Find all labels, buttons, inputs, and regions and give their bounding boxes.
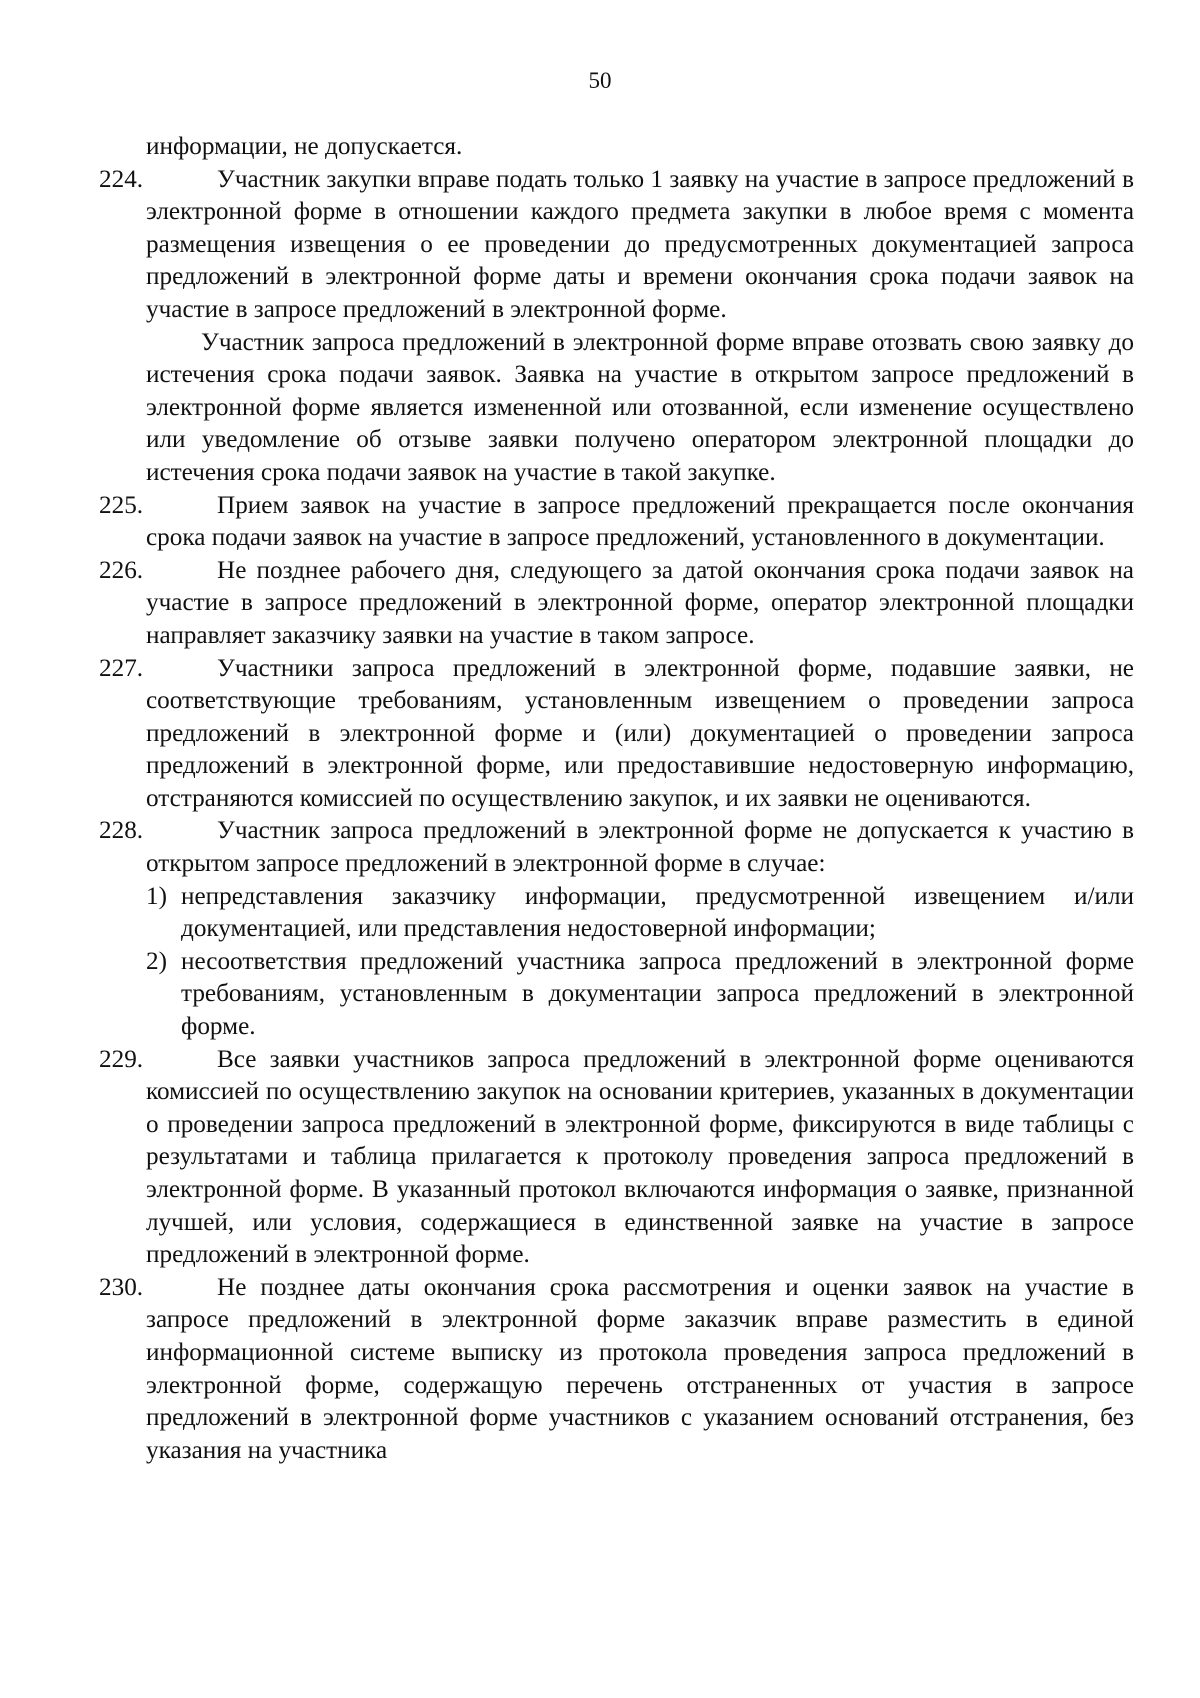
clause-225 (99, 490, 1134, 555)
clause-number: 225. (99, 491, 144, 519)
clause-number: 229. (99, 1045, 144, 1073)
clause-number: 228. (99, 817, 144, 845)
clause-text: Не позднее даты окончания срока рассмотрения и оценки заявок на участие в запросе предложений в электронной форме заказчик вправе разместить в единой информационной системе выписку из протокола проведения запроса предложений в электронной форме, содержащую перечень отстраненных от участия в запросе предложений в электронной форме участников с указанием оснований отстранения, без указания на участника (146, 1273, 1134, 1464)
clause-224 (99, 164, 1134, 327)
clause-226 (99, 555, 1134, 653)
list-item-2 (146, 946, 1134, 1044)
page-number: 50 (588, 68, 612, 93)
clause-text: Не позднее рабочего дня, следующего за датой окончания срока подачи заявок на участие в запросе предложений в электронной форме, оператор электронной площадки направляет заказчику заявки на участие в таком запросе. (146, 556, 1134, 649)
clause-text: Участник запроса предложений в электронной форме не допускается к участию в открытом запросе предложений в электронной форме в случае: (146, 817, 1134, 878)
clause-text: Участник закупки вправе подать только 1 заявку на участие в запросе предложений в электронной форме в отношении каждого предмета закупки в любое время с момента размещения извещения о ее проведении до предусмотренных документацией запроса предложений в электронной форме даты и времени окончания срока подачи заявок на участие в запросе предложений в электронной форме. (146, 165, 1134, 323)
list-item-number: 1) (146, 882, 167, 910)
clause-number: 227. (99, 654, 144, 682)
clause-number: 224. (99, 165, 144, 193)
document-body (99, 131, 1134, 1467)
list-item-1 (146, 881, 1134, 946)
list-item-number: 2) (146, 947, 167, 975)
clause-number: 230. (99, 1273, 144, 1301)
clause-229 (99, 1044, 1134, 1272)
clause-224-paragraph-2: Участник запроса предложений в электронной форме вправе отозвать свою заявку до истечения срока подачи заявок. Заявка на участие в открытом запросе предложений в электронной форме является измененной или отозванной, если изменение осуществлено или уведомление об отзыве заявки получено оператором электронной площадки до истечения срока подачи заявок на участие в такой закупке. (146, 328, 1134, 486)
clause-227 (99, 653, 1134, 816)
clause-number: 226. (99, 556, 144, 584)
clause-228 (99, 815, 1134, 880)
clause-230 (99, 1272, 1134, 1468)
list-item-text: несоответствия предложений участника запроса предложений в электронной форме требованиям, установленным в документации запроса предложений в электронной форме. (181, 947, 1134, 1041)
clause-text: Все заявки участников запроса предложений в электронной форме оцениваются комиссией по осуществлению закупок на основании критериев, указанных в документации о проведении запроса предложений в электронной форме, фиксируются в виде таблицы с результатами и таблица прилагается к протоколу проведения запроса предложений в электронной форме. В указанный протокол включаются информация о заявке, признанной лучшей, или условия, содержащиеся в единственной заявке на участие в запросе предложений в электронной форме. (146, 1045, 1134, 1269)
clause-text: Прием заявок на участие в запросе предложений прекращается после окончания срока подачи заявок на участие в запросе предложений, установленного в документации. (146, 491, 1134, 552)
list-item-text: непредставления заказчику информации, предусмотренной извещением и/или документацией, или представления недостоверной информации; (181, 882, 1134, 943)
intro-line: информации, не допускается. (146, 133, 463, 160)
clause-text: Участники запроса предложений в электронной форме, подавшие заявки, не соответствующие требованиям, установленным извещением о проведении запроса предложений в электронной форме и (или) документацией о проведении запроса предложений в электронной форме, или предоставившие недостоверную информацию, отстраняются комиссией по осуществлению закупок, и их заявки не оцениваются. (146, 654, 1134, 812)
